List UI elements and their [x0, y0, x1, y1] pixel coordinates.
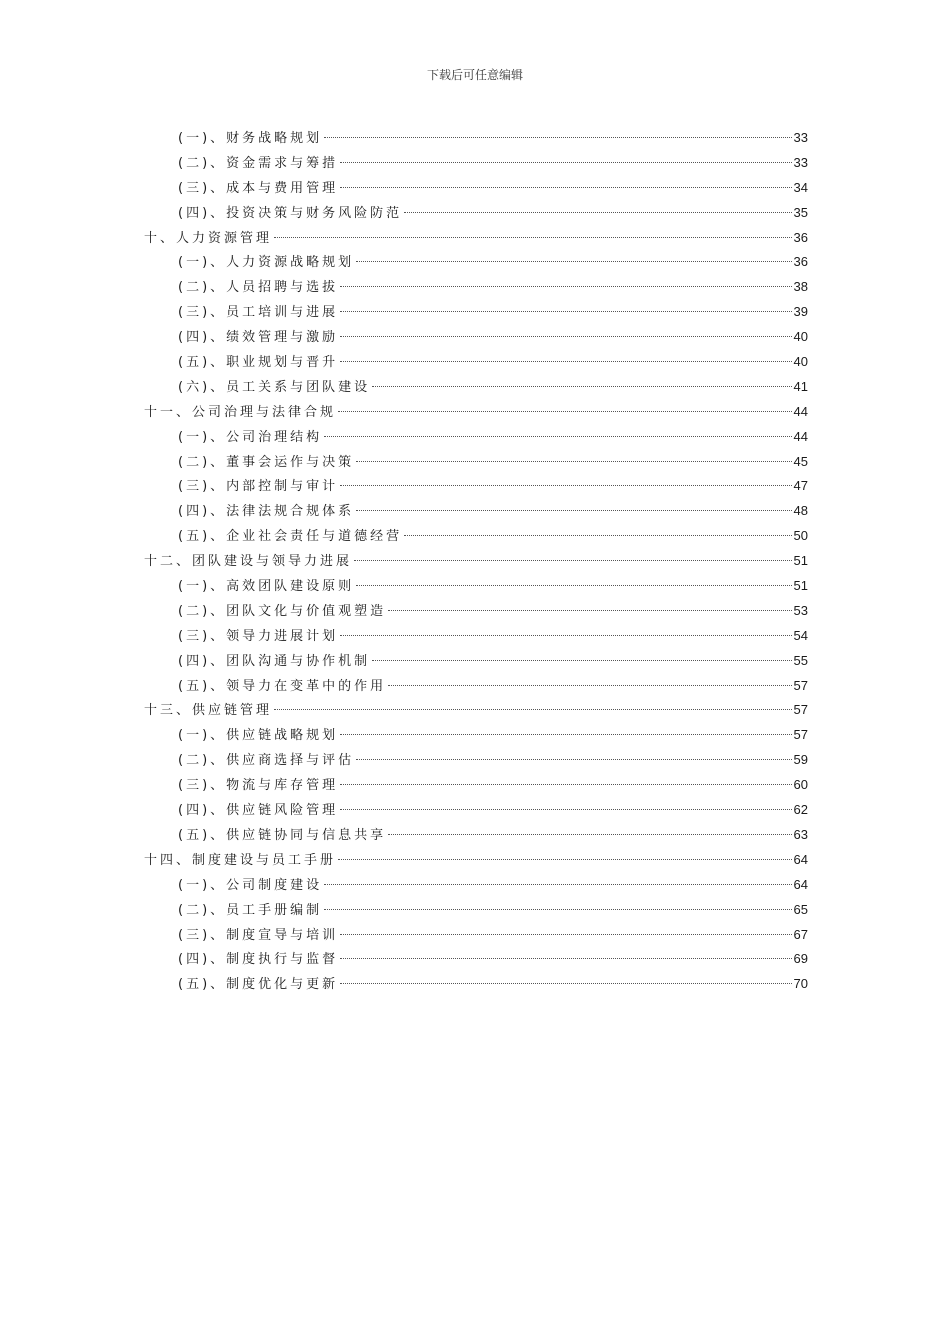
- toc-entry-title: (三)、物流与库存管理: [178, 778, 339, 794]
- toc-entry-title: 十一、公司治理与法律合规: [144, 404, 337, 420]
- dot-leader: [356, 585, 791, 586]
- toc-section-entry[interactable]: [144, 275, 808, 300]
- dot-leader: [338, 859, 792, 860]
- toc-section-entry[interactable]: [144, 151, 808, 176]
- toc-section-entry[interactable]: [144, 798, 808, 823]
- dot-leader: [356, 261, 791, 262]
- dot-leader: [356, 510, 791, 511]
- toc-chapter-entry[interactable]: [144, 549, 808, 574]
- toc-page-number: 70: [793, 976, 808, 992]
- toc-entry-title: (二)、人员招聘与选拔: [178, 280, 339, 296]
- dot-leader: [356, 461, 791, 462]
- toc-page-number: 69: [793, 951, 808, 967]
- toc-page-number: 38: [793, 279, 808, 295]
- toc-section-entry[interactable]: [144, 773, 808, 798]
- toc-entry-title: (二)、资金需求与筹措: [178, 155, 339, 171]
- toc-section-entry[interactable]: [144, 524, 808, 549]
- toc-entry-title: (四)、投资决策与财务风险防范: [178, 205, 403, 221]
- dot-leader: [340, 187, 791, 188]
- dot-leader: [340, 286, 791, 287]
- toc-entry-title: 十三、供应链管理: [144, 703, 273, 719]
- toc-page-number: 57: [793, 727, 808, 743]
- toc-page-number: 64: [793, 851, 808, 867]
- toc-entry-title: (一)、公司治理结构: [178, 429, 323, 445]
- toc-entry-title: (一)、高效团队建设原则: [178, 579, 355, 595]
- dot-leader: [388, 834, 791, 835]
- toc-entry-title: (二)、供应商选择与评估: [178, 753, 355, 769]
- toc-entry-title: (五)、职业规划与晋升: [178, 355, 339, 371]
- toc-entry-title: (一)、财务战略规划: [178, 131, 323, 146]
- toc-entry-title: (五)、制度优化与更新: [178, 977, 339, 993]
- toc-entry-title: (四)、制度执行与监督: [178, 952, 339, 968]
- toc-page-number: 33: [793, 130, 808, 145]
- dot-leader: [372, 660, 791, 661]
- toc-section-entry[interactable]: [144, 748, 808, 773]
- toc-page-number: 64: [793, 876, 808, 892]
- toc-entry-title: (一)、人力资源战略规划: [178, 255, 355, 271]
- dot-leader: [340, 361, 791, 362]
- toc-chapter-entry[interactable]: [144, 226, 808, 251]
- toc-section-entry[interactable]: [144, 674, 808, 699]
- toc-page-number: 53: [793, 602, 808, 618]
- toc-entry-title: (三)、领导力进展计划: [178, 628, 339, 644]
- toc-section-entry[interactable]: [144, 350, 808, 375]
- toc-entry-title: (三)、内部控制与审计: [178, 479, 339, 495]
- toc-page-number: 41: [793, 378, 808, 394]
- dot-leader: [388, 685, 791, 686]
- toc-page-number: 67: [793, 926, 808, 942]
- toc-section-entry[interactable]: [144, 574, 808, 599]
- toc-page-number: 63: [793, 826, 808, 842]
- toc-section-entry[interactable]: [144, 325, 808, 350]
- toc-section-entry[interactable]: [144, 624, 808, 649]
- toc-page-number: 54: [793, 627, 808, 643]
- toc-entry-title: (五)、领导力在变革中的作用: [178, 678, 387, 694]
- dot-leader: [388, 610, 791, 611]
- toc-page-number: 51: [793, 578, 808, 594]
- toc-section-entry[interactable]: [144, 649, 808, 674]
- dot-leader: [404, 212, 791, 213]
- toc-entry-title: 十四、制度建设与员工手册: [144, 852, 337, 868]
- toc-page-number: 48: [793, 503, 808, 519]
- toc-entry-title: (二)、员工手册编制: [178, 902, 323, 918]
- table-of-contents: [144, 126, 808, 997]
- toc-page-number: 57: [793, 702, 808, 718]
- dot-leader: [340, 311, 791, 312]
- dot-leader: [356, 759, 791, 760]
- toc-page-number: 65: [793, 901, 808, 917]
- toc-section-entry[interactable]: [144, 176, 808, 201]
- dot-leader: [340, 983, 791, 984]
- dot-leader: [340, 934, 791, 935]
- dot-leader: [324, 909, 791, 910]
- toc-entry-title: (六)、员工关系与团队建设: [178, 379, 371, 395]
- toc-page-number: 33: [793, 154, 808, 170]
- toc-section-entry[interactable]: [144, 474, 808, 499]
- toc-section-entry[interactable]: [144, 873, 808, 898]
- dot-leader: [340, 734, 791, 735]
- toc-entry-title: (三)、制度宣导与培训: [178, 927, 339, 943]
- dot-leader: [404, 535, 791, 536]
- toc-chapter-entry[interactable]: [144, 698, 808, 723]
- toc-page-number: 45: [793, 453, 808, 469]
- toc-section-entry[interactable]: [144, 923, 808, 948]
- toc-section-entry[interactable]: [144, 723, 808, 748]
- dot-leader: [324, 137, 791, 138]
- toc-entry-title: (五)、企业社会责任与道德经营: [178, 529, 403, 545]
- toc-section-entry[interactable]: [144, 450, 808, 475]
- toc-entry-title: (二)、董事会运作与决策: [178, 454, 355, 470]
- toc-entry-title: (一)、供应链战略规划: [178, 728, 339, 744]
- toc-chapter-entry[interactable]: [144, 400, 808, 425]
- dot-leader: [340, 958, 791, 959]
- dot-leader: [274, 709, 792, 710]
- dot-leader: [354, 560, 792, 561]
- toc-section-entry[interactable]: [144, 425, 808, 450]
- toc-entry-title: (一)、公司制度建设: [178, 877, 323, 893]
- toc-page-number: 57: [793, 677, 808, 693]
- toc-section-entry[interactable]: [144, 126, 808, 151]
- toc-page-number: 40: [793, 354, 808, 370]
- toc-page-number: 51: [793, 553, 808, 569]
- toc-chapter-entry[interactable]: [144, 848, 808, 873]
- page-header: 下载后可任意编辑: [426, 68, 523, 82]
- toc-entry-title: (二)、团队文化与价值观塑造: [178, 603, 387, 619]
- dot-leader: [372, 386, 791, 387]
- toc-entry-title: (四)、团队沟通与协作机制: [178, 653, 371, 669]
- toc-section-entry[interactable]: [144, 898, 808, 923]
- toc-section-entry[interactable]: [144, 201, 808, 226]
- toc-page-number: 44: [793, 428, 808, 444]
- dot-leader: [340, 635, 791, 636]
- toc-page-number: 39: [793, 304, 808, 320]
- toc-section-entry[interactable]: [144, 599, 808, 624]
- toc-entry-title: (四)、绩效管理与激励: [178, 330, 339, 346]
- toc-section-entry[interactable]: [144, 972, 808, 997]
- toc-page-number: 47: [793, 478, 808, 494]
- dot-leader: [324, 436, 791, 437]
- toc-page-number: 62: [793, 802, 808, 818]
- toc-entry-title: (三)、成本与费用管理: [178, 180, 339, 196]
- toc-section-entry[interactable]: [144, 499, 808, 524]
- dot-leader: [340, 809, 791, 810]
- toc-page-number: 35: [793, 204, 808, 220]
- toc-section-entry[interactable]: [144, 250, 808, 275]
- dot-leader: [340, 485, 791, 486]
- toc-page-number: 50: [793, 528, 808, 544]
- dot-leader: [324, 884, 791, 885]
- toc-section-entry[interactable]: [144, 375, 808, 400]
- toc-page-number: 60: [793, 777, 808, 793]
- toc-entry-title: 十二、团队建设与领导力进展: [144, 554, 353, 570]
- toc-page-number: 36: [793, 254, 808, 270]
- toc-page-number: 34: [793, 179, 808, 195]
- toc-entry-title: (三)、员工培训与进展: [178, 305, 339, 321]
- toc-page-number: 55: [793, 652, 808, 668]
- toc-entry-title: (四)、法律法规合规体系: [178, 504, 355, 520]
- dot-leader: [274, 237, 792, 238]
- toc-entry-title: (四)、供应链风险管理: [178, 803, 339, 819]
- toc-entry-title: (五)、供应链协同与信息共享: [178, 827, 387, 843]
- toc-page-number: 40: [793, 329, 808, 345]
- dot-leader: [338, 411, 792, 412]
- dot-leader: [340, 162, 791, 163]
- toc-entry-title: 十、人力资源管理: [144, 230, 273, 246]
- toc-page-number: 59: [793, 752, 808, 768]
- dot-leader: [340, 336, 791, 337]
- toc-page-number: 36: [793, 229, 808, 245]
- toc-section-entry[interactable]: [144, 947, 808, 972]
- toc-section-entry[interactable]: [144, 823, 808, 848]
- dot-leader: [340, 784, 791, 785]
- toc-page-number: 44: [793, 403, 808, 419]
- toc-section-entry[interactable]: [144, 300, 808, 325]
